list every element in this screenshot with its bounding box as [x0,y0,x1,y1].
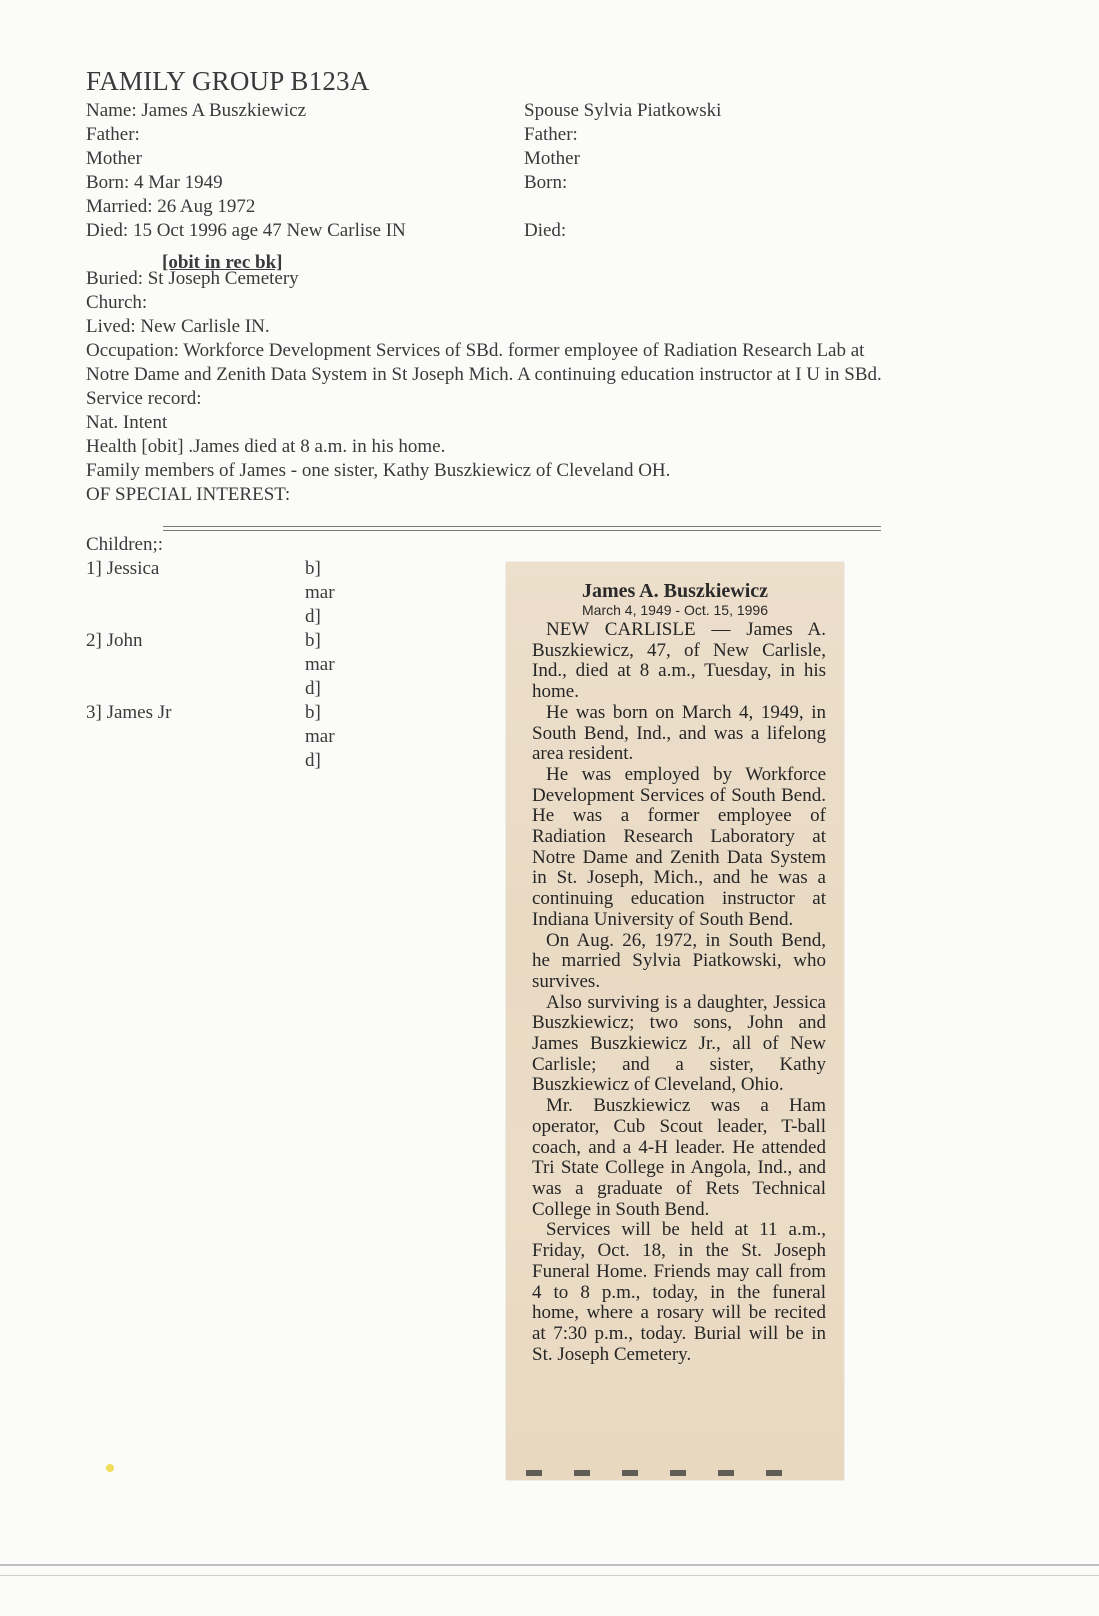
spouse-died-field: Died: [524,220,567,241]
spouse-father-field: Father: [524,124,578,145]
child-name: 2] John [86,630,143,651]
scan-edge-line [0,1575,1099,1576]
clipping-cut-edge [526,1470,806,1476]
section-divider [163,526,881,531]
obituary-paragraph: Services will be held at 11 a.m., Friday, Oct. 18, in the St. Joseph Funeral Home. Friends may call from 4 to 8 p.m., today, in the funeral home, where a rosary will be recited at 7:30 p.m., today. Burial will be in St. Joseph Cemetery. [532,1219,826,1365]
occupation-line-1: Occupation: Workforce Development Services of SBd. former employee of Radiation Research Lab at [86,340,865,361]
child-name: 3] James Jr [86,702,172,723]
obituary-body [532,620,826,1365]
child-born: b] [305,630,321,651]
father-field: Father: [86,124,140,145]
child-died: d] [305,750,321,771]
child-died: d] [305,606,321,627]
child-born: b] [305,558,321,579]
church-field: Church: [86,292,148,313]
mother-field: Mother [86,148,142,169]
scan-speck [106,1464,114,1472]
obituary-paragraph: On Aug. 26, 1972, in South Bend, he married Sylvia Piatkowski, who survives. [532,929,826,992]
obituary-paragraph: NEW CARLISLE — James A. Buszkiewicz, 47, of New Carlisle, Ind., died at 8 a.m., Tuesday, in his home. [532,619,826,703]
obituary-paragraph: He was born on March 4, 1949, in South Bend, Ind., and was a lifelong area resident. [532,701,826,765]
obit-reference-link: [obit in rec bk] [162,252,283,273]
child-name: 1] Jessica [86,558,160,579]
spouse-field: Spouse Sylvia Piatkowski [524,100,722,121]
obituary-paragraph: Also surviving is a daughter, Jessica Buszkiewicz; two sons, John and James Buszkiewicz Jr., all of New Carlisle; and a sister, Kathy Buszkiewicz of Cleveland, Ohio. [532,991,826,1096]
child-died: d] [305,678,321,699]
child-born: b] [305,702,321,723]
born-field: Born: 4 Mar 1949 [86,172,223,193]
family-members-field: Family members of James - one sister, Kathy Buszkiewicz of Cleveland OH. [86,460,671,481]
died-field: Died: 15 Oct 1996 age 47 New Carlise IN [86,220,406,241]
married-field: Married: 26 Aug 1972 [86,196,256,217]
name-field: Name: James A Buszkiewicz [86,100,307,121]
health-field: Health [obit] .James died at 8 a.m. in his home. [86,436,446,457]
obituary-paragraph: Mr. Buszkiewicz was a Ham operator, Cub Scout leader, T-ball coach, and a 4-H leader. He attended Tri State College in Angola, Ind., and was a graduate of Rets Technical College in South Bend. [532,1095,826,1220]
spouse-mother-field: Mother [524,148,580,169]
obituary-dates: March 4, 1949 - Oct. 15, 1996 [582,602,768,618]
spouse-born-field: Born: [524,172,568,193]
children-heading: Children;: [86,534,164,555]
child-married: mar [305,654,335,675]
lived-field: Lived: New Carlisle IN. [86,316,270,337]
child-married: mar [305,582,335,603]
obituary-name: James A. Buszkiewicz [581,580,769,602]
obituary-clipping [506,562,844,1480]
service-record-field: Service record: [86,388,202,409]
buried-field: Buried: St Joseph Cemetery [86,268,299,289]
nat-intent-field: Nat. Intent [86,412,168,433]
obituary-paragraph: He was employed by Workforce Development Services of South Bend. He was a former employee of Radiation Research Laboratory at Notre Dame and Zenith Data System in St. Joseph, Mich., and he was a continuing education instructor at Indiana University of South Bend. [532,763,826,930]
scan-edge-line [0,1564,1099,1566]
special-interest-heading: OF SPECIAL INTEREST: [86,484,291,505]
child-married: mar [305,726,335,747]
page-title: FAMILY GROUP B123A [86,66,370,96]
occupation-line-2: Notre Dame and Zenith Data System in St Joseph Mich. A continuing education instructor at I U in SBd. [86,364,882,385]
